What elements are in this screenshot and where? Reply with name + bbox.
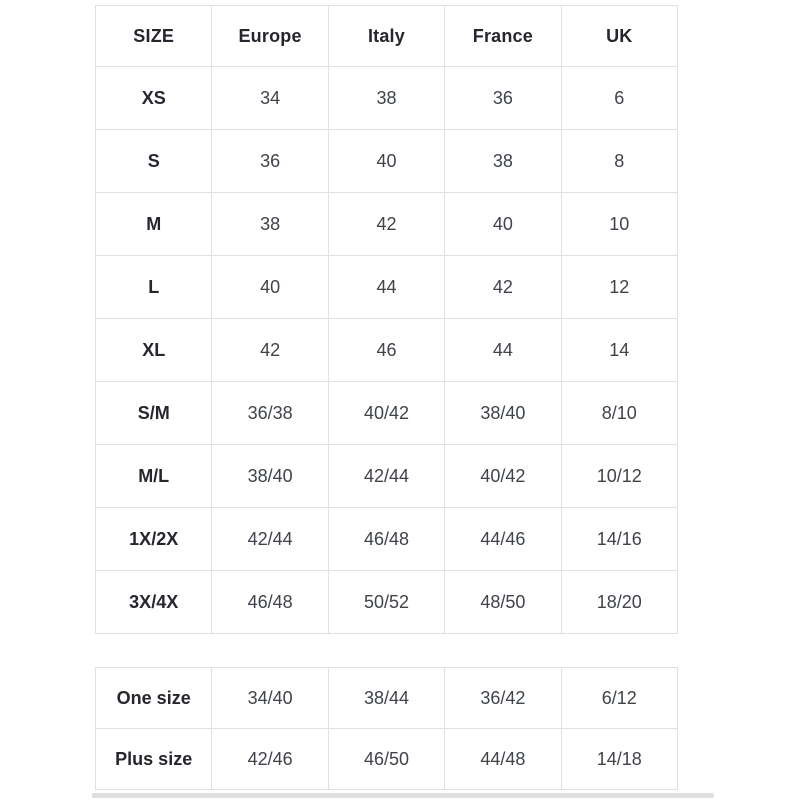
row-label: XS xyxy=(96,67,212,130)
row-label: M/L xyxy=(96,445,212,508)
size-table-header xyxy=(96,6,678,67)
table-cell: 38 xyxy=(445,130,561,193)
table-cell: 46 xyxy=(328,319,444,382)
table-cell: 14/16 xyxy=(561,508,677,571)
table-row-m xyxy=(96,193,678,256)
table-cell: 44 xyxy=(445,319,561,382)
table-cell: 10 xyxy=(561,193,677,256)
table-cell: 48/50 xyxy=(445,571,561,634)
table-cell: 8 xyxy=(561,130,677,193)
column-header-italy: Italy xyxy=(328,6,444,67)
table-cell: 42/46 xyxy=(212,729,328,790)
special-size-table xyxy=(95,667,678,790)
table-row-1x-2x xyxy=(96,508,678,571)
column-header-europe: Europe xyxy=(212,6,328,67)
table-cell: 8/10 xyxy=(561,382,677,445)
table-cell: 36 xyxy=(445,67,561,130)
table-cell: 46/50 xyxy=(328,729,444,790)
table-cell: 38/40 xyxy=(212,445,328,508)
table-cell: 14/18 xyxy=(561,729,677,790)
table-cell: 44 xyxy=(328,256,444,319)
table-cell: 38 xyxy=(328,67,444,130)
table-row-s-m xyxy=(96,382,678,445)
table-cell: 40 xyxy=(212,256,328,319)
row-label: One size xyxy=(96,668,212,729)
table-cell: 40 xyxy=(445,193,561,256)
table-cell: 42/44 xyxy=(328,445,444,508)
header-row xyxy=(96,6,678,67)
cutoff-element-edge xyxy=(92,793,714,798)
table-row-xs xyxy=(96,67,678,130)
row-label: S/M xyxy=(96,382,212,445)
column-header-france: France xyxy=(445,6,561,67)
table-cell: 34 xyxy=(212,67,328,130)
table-cell: 6 xyxy=(561,67,677,130)
table-cell: 14 xyxy=(561,319,677,382)
table-row-m-l xyxy=(96,445,678,508)
table-cell: 40/42 xyxy=(445,445,561,508)
table-cell: 36/38 xyxy=(212,382,328,445)
column-header-size: SIZE xyxy=(96,6,212,67)
table-cell: 40/42 xyxy=(328,382,444,445)
table-cell: 42/44 xyxy=(212,508,328,571)
table-cell: 36 xyxy=(212,130,328,193)
table-row-plus-size xyxy=(96,729,678,790)
row-label: 1X/2X xyxy=(96,508,212,571)
table-cell: 46/48 xyxy=(328,508,444,571)
table-cell: 42 xyxy=(328,193,444,256)
table-cell: 6/12 xyxy=(561,668,677,729)
table-row-one-size xyxy=(96,668,678,729)
row-label: S xyxy=(96,130,212,193)
row-label: M xyxy=(96,193,212,256)
table-cell: 38 xyxy=(212,193,328,256)
row-label: 3X/4X xyxy=(96,571,212,634)
row-label: Plus size xyxy=(96,729,212,790)
table-cell: 42 xyxy=(445,256,561,319)
special-size-table-body xyxy=(96,668,678,790)
table-cell: 10/12 xyxy=(561,445,677,508)
table-row-s xyxy=(96,130,678,193)
row-label: XL xyxy=(96,319,212,382)
table-row-l xyxy=(96,256,678,319)
table-cell: 46/48 xyxy=(212,571,328,634)
table-cell: 12 xyxy=(561,256,677,319)
table-cell: 44/48 xyxy=(445,729,561,790)
table-cell: 40 xyxy=(328,130,444,193)
column-header-uk: UK xyxy=(561,6,677,67)
table-cell: 50/52 xyxy=(328,571,444,634)
table-row-xl xyxy=(96,319,678,382)
size-table-body xyxy=(96,67,678,634)
table-cell: 44/46 xyxy=(445,508,561,571)
row-label: L xyxy=(96,256,212,319)
table-cell: 36/42 xyxy=(445,668,561,729)
size-conversion-table xyxy=(95,5,678,634)
table-cell: 18/20 xyxy=(561,571,677,634)
table-row-3x-4x xyxy=(96,571,678,634)
table-cell: 38/40 xyxy=(445,382,561,445)
table-cell: 38/44 xyxy=(328,668,444,729)
table-cell: 42 xyxy=(212,319,328,382)
table-cell: 34/40 xyxy=(212,668,328,729)
